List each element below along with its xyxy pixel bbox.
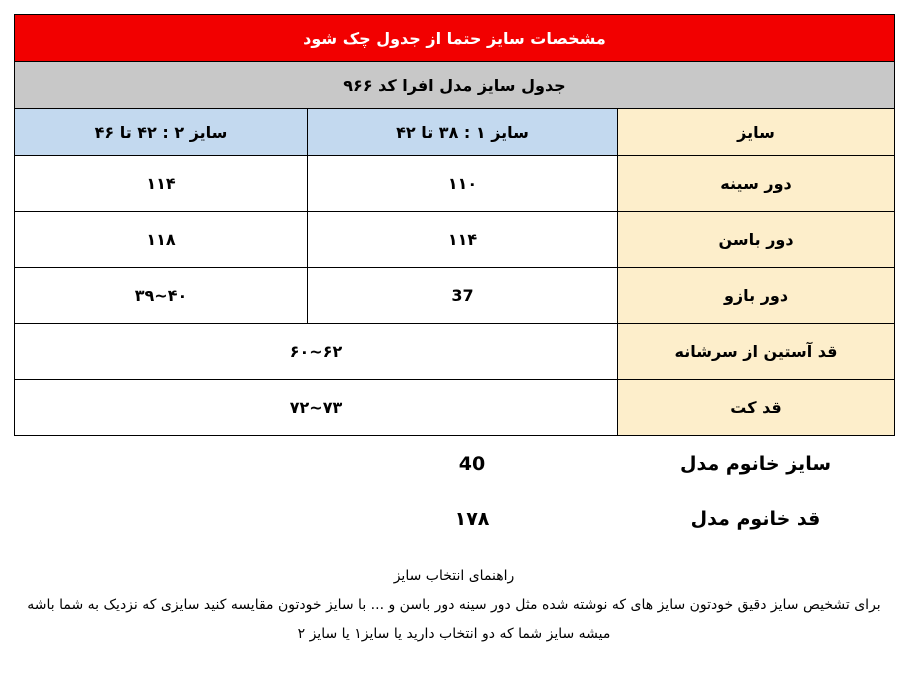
row-size1-value: 37 <box>308 268 618 324</box>
row-size1-value: ۱۱۰ <box>308 156 618 212</box>
table-row <box>15 156 895 212</box>
table-row <box>15 212 895 268</box>
model-height-row <box>14 499 894 539</box>
row-size2-value: ۱۱۴ <box>15 156 308 212</box>
header-size-label: سایز <box>618 109 895 156</box>
row-size1-value: ۱۱۴ <box>308 212 618 268</box>
header-size1: سایز ۱ : ۳۸ تا ۴۲ <box>308 109 618 156</box>
model-size-row <box>14 444 894 484</box>
table-subtitle: جدول سایز مدل افرا کد ۹۶۶ <box>15 62 895 109</box>
model-size-label: سایز خانوم مدل <box>679 453 832 475</box>
table-title: مشخصات سایز حتما از جدول چک شود <box>15 15 895 62</box>
guide-body: برای تشخیص سایز دقیق خودتون سایز های که نوشته شده مثل دور سینه دور باسن و ... با سایز خودتون مقایسه کنید سایزی که نزدیک به شما باشه میشه سایز شما که دو انتخاب دارید یا سایز۱ یا سایز ۲ <box>27 597 881 642</box>
header-row <box>15 109 895 156</box>
model-size-value: 40 <box>458 453 486 475</box>
table-row <box>15 324 895 380</box>
subtitle-row <box>15 62 895 109</box>
row-size2-value: ۴۰~۳۹ <box>15 268 308 324</box>
table-row <box>15 380 895 436</box>
row-shared-value: ۷۳~۷۲ <box>15 380 618 436</box>
guide-title: راهنمای انتخاب سایز <box>393 568 515 584</box>
row-label: قد کت <box>618 380 895 436</box>
row-shared-value: ۶۲~۶۰ <box>15 324 618 380</box>
size-table <box>14 14 895 436</box>
model-height-value: ۱۷۸ <box>454 508 490 530</box>
row-label: دور سینه <box>618 156 895 212</box>
header-size2: سایز ۲ : ۴۲ تا ۴۶ <box>15 109 308 156</box>
row-size2-value: ۱۱۸ <box>15 212 308 268</box>
row-label: دور بازو <box>618 268 895 324</box>
table-row <box>15 268 895 324</box>
row-label: قد آستین از سرشانه <box>618 324 895 380</box>
title-row <box>15 15 895 62</box>
model-height-label: قد خانوم مدل <box>690 508 821 530</box>
row-label: دور باسن <box>618 212 895 268</box>
